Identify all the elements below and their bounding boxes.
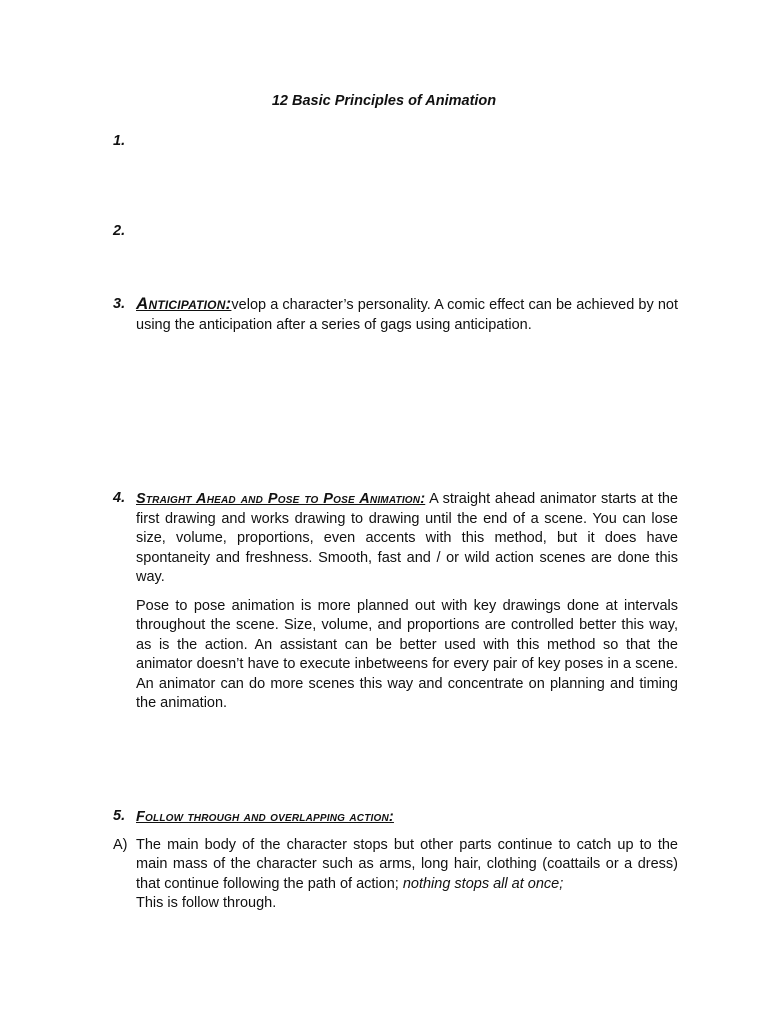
sub-item-end: This is follow through.: [136, 895, 277, 911]
item-body: [136, 294, 678, 335]
list-item-3: [113, 294, 678, 335]
item-number: 5.: [113, 808, 126, 824]
sub-item-label: A): [113, 836, 128, 853]
document-title: 12 Basic Principles of Animation: [271, 93, 497, 109]
item-number: 4.: [113, 490, 126, 506]
item-heading: Follow through and overlapping action:: [136, 809, 394, 825]
item-number: 2.: [113, 223, 126, 239]
item-body: [136, 808, 678, 828]
list-item-5: [113, 808, 678, 914]
item-number: 1.: [113, 133, 126, 149]
list-item-4: [113, 490, 678, 714]
item-heading: Anticipation:: [136, 294, 232, 313]
item-text: A straight ahead animator starts at the first drawing and works drawing to drawing until the end of a scene. You can lose size, volume, proportions, even accents with this method, but it does have spontaneity and freshness. Smooth, fast and / or wild action scenes are done this way.: [136, 491, 678, 585]
item-body: [136, 490, 678, 588]
sub-item-a: [113, 836, 678, 914]
sub-item-emphasis: nothing stops all at once;: [402, 875, 564, 892]
item-number: 3.: [113, 296, 126, 312]
item-text: velop a character’s personality. A comic effect can be achieved by not using the anticipation after a series of gags using anticipation.: [136, 297, 678, 333]
item-heading: Straight Ahead and Pose to Pose Animation:: [136, 491, 426, 507]
sub-item-text: The main body of the character stops but other parts continue to catch up to the main mass of the character such as arms, long hair, clothing (coattails or a dress) that continue following the path of action;: [136, 836, 678, 892]
item-paragraph: Pose to pose animation is more planned out with key drawings done at intervals throughout the scene. Size, volume, and proportions are controlled better this way, as is the action. An assistant can be better used with this method so that the animator doesn’t have to execute inbetweens for every pair of key poses in a scene. An animator can do more scenes this way and concentrate on planning and timing the animation.: [136, 597, 678, 711]
